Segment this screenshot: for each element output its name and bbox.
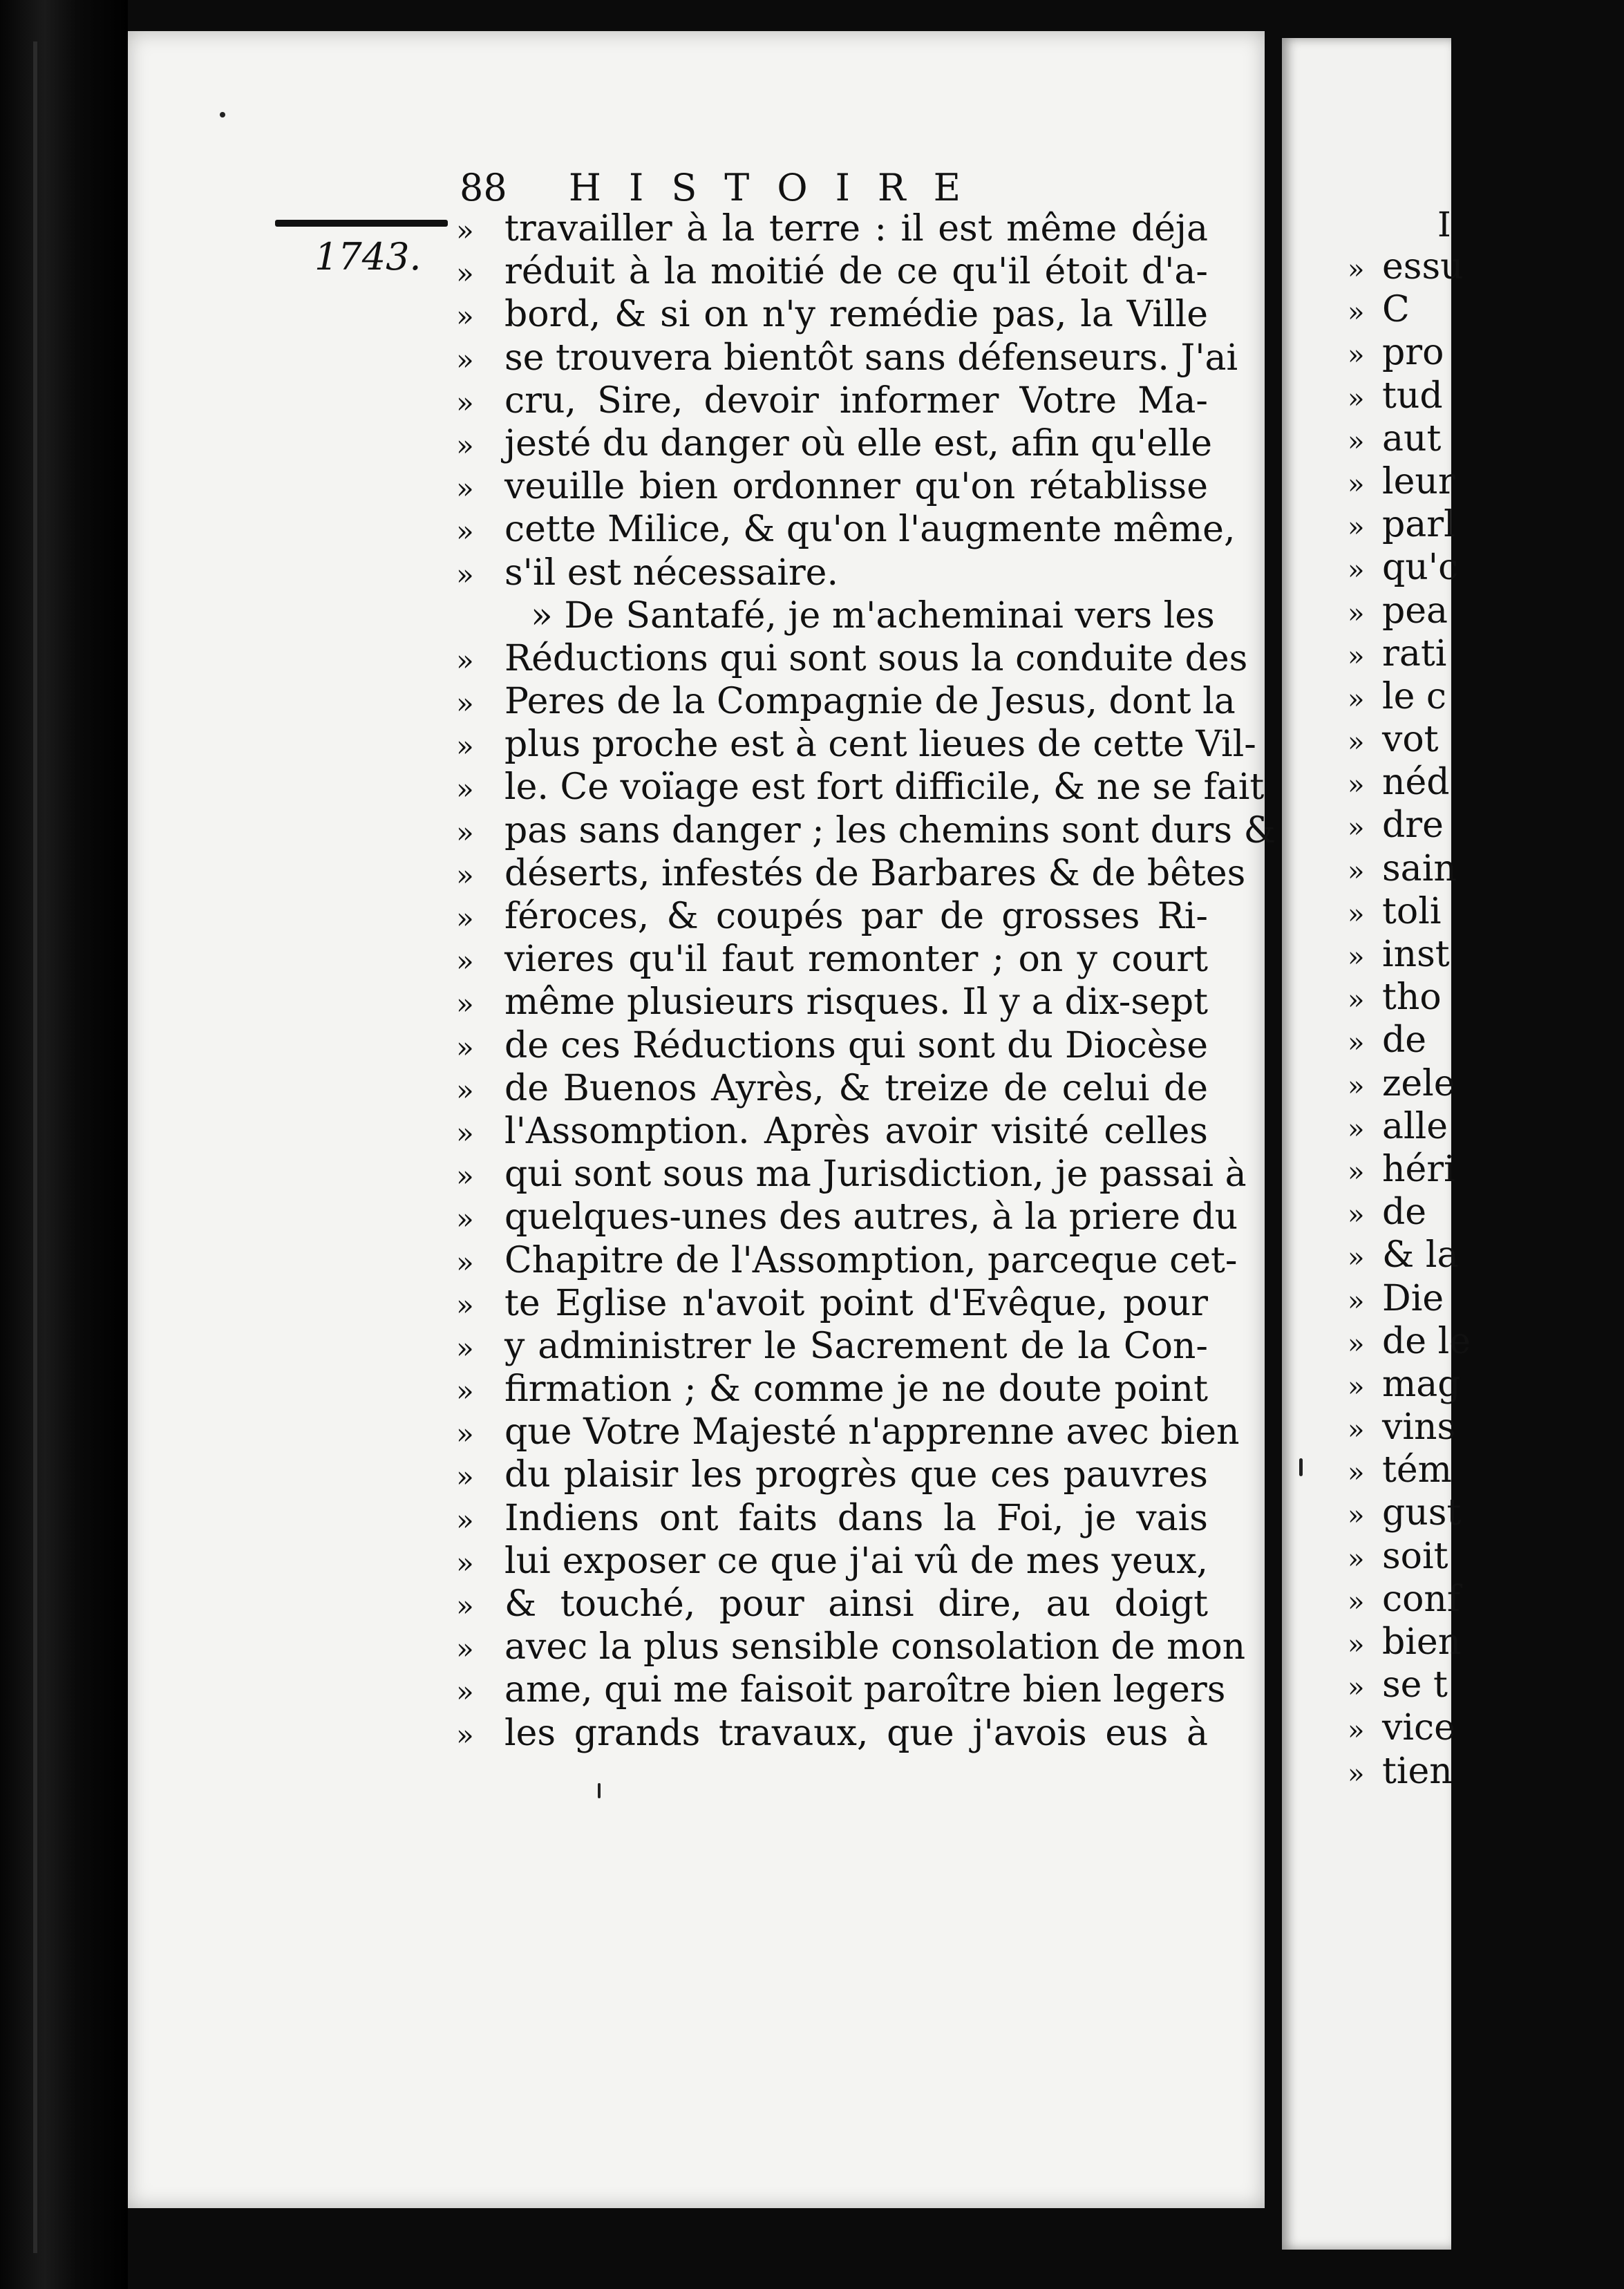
right-page [1282, 38, 1471, 2250]
quote-mark: » [1348, 1070, 1365, 1102]
quote-mark: » [456, 1589, 474, 1623]
text-line [456, 1411, 1240, 1453]
quote-mark: » [1348, 640, 1365, 672]
right-page-text [1348, 245, 1624, 1793]
line-text: firmation ; & comme je ne doute point [504, 1368, 1208, 1411]
text-line [456, 981, 1216, 1024]
right-text-line [1348, 1062, 1624, 1105]
text-line [456, 1067, 1216, 1110]
line-text: féroces, & coupés par de grosses Ri- [504, 896, 1208, 937]
text-line [456, 1583, 1216, 1626]
right-text-line [1348, 503, 1624, 546]
text-line [456, 250, 1216, 293]
text-line [456, 1282, 1216, 1325]
line-fragment: néd [1382, 762, 1450, 804]
text-line [456, 1024, 1216, 1067]
margin-rule [275, 220, 448, 227]
paper-speck [220, 112, 225, 117]
right-text-line [1348, 417, 1624, 460]
line-fragment: tho [1382, 977, 1442, 1019]
quote-mark: » [456, 385, 474, 420]
quote-mark: » [1348, 1027, 1365, 1059]
quote-mark: » [456, 1073, 474, 1107]
quote-mark: » [1348, 1156, 1365, 1188]
quote-mark: » [456, 858, 474, 892]
quote-mark: » [456, 256, 474, 291]
right-text-line [1348, 1706, 1624, 1749]
quote-mark: » [456, 214, 474, 247]
quote-mark: » [456, 1330, 474, 1365]
line-text: vieres qu'il faut remonter ; on y court [504, 939, 1208, 981]
quote-mark: » [1348, 941, 1365, 973]
quote-mark: » [1348, 1242, 1365, 1274]
quote-mark: » [456, 772, 474, 807]
quote-mark: » [1348, 1715, 1365, 1747]
line-fragment: alle [1382, 1105, 1448, 1147]
line-text: y administrer le Sacrement de la Con- [504, 1325, 1208, 1367]
text-line [456, 293, 1216, 336]
quote-mark: » [1348, 382, 1365, 415]
right-text-line [1348, 761, 1624, 804]
line-fragment: essu [1382, 246, 1464, 288]
line-text: jesté du danger où elle est, afin qu'elle [504, 422, 1212, 464]
quote-mark: » [456, 729, 474, 764]
right-text-line [1348, 331, 1624, 374]
text-line [456, 508, 1236, 551]
line-fragment: leur [1382, 460, 1455, 502]
line-text: cru, Sire, devoir informer Votre Ma- [504, 379, 1208, 422]
line-fragment: aut [1382, 417, 1442, 460]
right-text-line [1348, 1664, 1624, 1706]
line-text: même plusieurs risques. Il y a dix-sept [504, 981, 1208, 1024]
text-line [456, 207, 1216, 250]
line-fragment: gust [1382, 1492, 1462, 1534]
line-fragment: tém [1382, 1449, 1452, 1491]
right-text-line [1348, 1191, 1624, 1234]
line-text: plus proche est à cent lieues de cette Vil- [504, 724, 1256, 766]
right-text-line [1348, 1148, 1624, 1191]
text-line [456, 766, 1265, 809]
line-fragment: conf [1382, 1578, 1461, 1620]
line-fragment: bien [1382, 1621, 1462, 1663]
text-line [456, 552, 1216, 594]
text-line [456, 1153, 1247, 1196]
quote-mark: » [1348, 554, 1365, 587]
quote-mark: » [456, 1288, 474, 1322]
quote-mark: » [1348, 1285, 1365, 1317]
right-text-line [1348, 1449, 1624, 1491]
quote-mark: » [1348, 855, 1365, 887]
line-fragment: se t [1382, 1664, 1448, 1706]
line-text: lui exposer ce que j'ai vû de mes yeux, [504, 1540, 1208, 1582]
right-text-line [1348, 1578, 1624, 1621]
right-text-line [1348, 804, 1624, 847]
line-fragment: pro [1382, 332, 1444, 374]
quote-mark: » [456, 1503, 474, 1537]
text-line [456, 1626, 1246, 1668]
right-text-line [1348, 632, 1624, 675]
quote-mark: » [1348, 1672, 1365, 1704]
right-text-line [1348, 1621, 1624, 1664]
line-text: de Buenos Ayrès, & treize de celui de [504, 1067, 1208, 1109]
line-fragment: & la [1382, 1234, 1459, 1277]
line-text: le. Ce voïage est fort difficile, & ne se fait [504, 766, 1265, 809]
line-fragment: pea [1382, 590, 1448, 632]
line-fragment: de [1382, 1019, 1427, 1062]
right-text-line [1348, 1019, 1624, 1062]
right-text-line [1348, 1363, 1624, 1406]
quote-mark: » [456, 1245, 474, 1279]
quote-mark: » [456, 1159, 474, 1194]
quote-mark: » [1348, 1758, 1365, 1790]
right-text-line [1348, 976, 1624, 1019]
text-line [456, 680, 1236, 723]
right-text-line [1348, 847, 1624, 890]
line-text: ame, qui me faisoit paroître bien legers [504, 1669, 1226, 1711]
line-text: & touché, pour ainsi dire, au doigt [504, 1583, 1208, 1625]
line-fragment: tud [1382, 375, 1443, 417]
line-fragment: le c [1382, 675, 1447, 717]
quote-mark: » [1348, 597, 1365, 630]
line-text: quelques-unes des autres, à la priere du [504, 1196, 1238, 1238]
text-line [456, 1453, 1216, 1496]
quote-mark: » [456, 299, 474, 334]
quote-mark: » [456, 342, 474, 377]
line-text: que Votre Majesté n'apprenne avec bien [504, 1411, 1240, 1453]
text-line [456, 1239, 1238, 1282]
body-text [456, 207, 1276, 1755]
quote-mark: » [456, 428, 474, 462]
text-line [456, 852, 1246, 895]
quote-mark: » [456, 1374, 474, 1409]
line-fragment: héri [1382, 1148, 1455, 1190]
line-fragment: zele [1382, 1062, 1455, 1104]
line-text: se trouvera bientôt sans défenseurs. J'ai [504, 337, 1238, 379]
quote-mark: » [1348, 339, 1365, 372]
right-text-line [1348, 288, 1624, 331]
line-fragment: soit [1382, 1535, 1448, 1577]
line-fragment: sain [1382, 847, 1457, 889]
line-fragment: vice [1382, 1707, 1455, 1749]
quote-mark: » [1348, 1629, 1365, 1661]
margin-year: 1743. [314, 235, 422, 279]
quote-mark: » [456, 557, 474, 592]
quote-mark: » [1348, 984, 1365, 1017]
paper-speck [1299, 1458, 1303, 1476]
right-text-line [1348, 1750, 1624, 1793]
right-text-line [1348, 1491, 1624, 1534]
quote-mark: » [456, 686, 474, 721]
line-fragment: qu'c [1382, 547, 1459, 589]
right-text-line [1348, 1234, 1624, 1277]
line-fragment: de le [1382, 1320, 1471, 1362]
quote-mark: » [456, 815, 474, 849]
text-line [456, 1712, 1216, 1755]
line-text: Indiens ont faits dans la Foi, je vais [504, 1497, 1208, 1539]
quote-mark: » [1348, 1414, 1365, 1447]
quote-mark: » [456, 1030, 474, 1064]
binding-edge [33, 41, 37, 2253]
line-text: Réductions qui sont sous la conduite des [504, 637, 1248, 679]
line-fragment: inst [1382, 934, 1450, 975]
quote-mark: » [456, 1115, 474, 1150]
quote-mark: » [1348, 1113, 1365, 1145]
quote-mark: » [1348, 1199, 1365, 1232]
text-line [456, 1110, 1216, 1153]
line-text: s'il est nécessaire. [504, 552, 838, 594]
quote-mark: » [456, 514, 474, 549]
quote-mark: » [456, 1460, 474, 1494]
quote-mark: » [1348, 812, 1365, 845]
quote-mark: » [1348, 425, 1365, 458]
line-text: de ces Réductions qui sont du Diocèse [504, 1024, 1208, 1066]
line-text: pas sans danger ; les chemins sont durs & [504, 809, 1276, 851]
quote-mark: » [456, 643, 474, 677]
quote-mark: » [456, 471, 474, 506]
quote-mark: » [456, 1632, 474, 1666]
text-line [456, 1668, 1226, 1711]
quote-mark: » [456, 944, 474, 979]
right-text-line [1348, 590, 1624, 632]
line-fragment: vins [1382, 1406, 1456, 1449]
line-fragment: toli [1382, 890, 1442, 932]
running-title: HISTOIRE [568, 166, 989, 209]
quote-mark: » [456, 901, 474, 935]
quote-mark: » [456, 1675, 474, 1709]
quote-mark: » [1348, 1370, 1365, 1403]
quote-mark: » [456, 1545, 474, 1580]
right-text-line [1348, 1535, 1624, 1578]
quote-mark: » [1348, 1585, 1365, 1618]
right-page-header-fragment: I [1437, 205, 1451, 245]
quote-mark: » [1348, 511, 1365, 544]
quote-mark: » [1348, 254, 1365, 285]
line-fragment: parl [1382, 504, 1455, 546]
quote-mark: » [1348, 726, 1365, 759]
paper-speck [598, 1783, 601, 1798]
line-fragment: de [1382, 1191, 1427, 1234]
right-text-line [1348, 245, 1624, 288]
line-fragment: mag [1382, 1363, 1461, 1405]
quote-mark: » [1348, 1500, 1365, 1532]
quote-mark: » [1348, 1457, 1365, 1489]
book-binding [0, 0, 128, 2289]
line-text: travailler à la terre : il est même déja [504, 208, 1208, 249]
line-text: du plaisir les progrès que ces pauvres [504, 1454, 1208, 1496]
text-line [456, 1497, 1216, 1540]
right-text-line [1348, 1277, 1624, 1320]
quote-mark: » [1348, 296, 1365, 329]
text-line [456, 637, 1248, 680]
line-text: déserts, infestés de Barbares & de bêtes [504, 852, 1246, 894]
line-text: qui sont sous ma Jurisdiction, je passai à [504, 1153, 1247, 1196]
right-text-line [1348, 675, 1624, 718]
quote-mark: » [456, 1202, 474, 1236]
right-text-line [1348, 933, 1624, 976]
line-fragment: dre [1382, 804, 1444, 847]
line-text: Peres de la Compagnie de Jesus, dont la [504, 681, 1236, 723]
line-text: bord, & si on n'y remédie pas, la Ville [504, 294, 1208, 336]
page-number: 88 [460, 166, 507, 209]
right-text-line [1348, 546, 1624, 589]
line-text: veuille bien ordonner qu'on rétablisse [504, 466, 1208, 508]
line-text: réduit à la moitié de ce qu'il étoit d'a- [504, 251, 1208, 293]
right-text-line [1348, 718, 1624, 761]
text-line [456, 594, 1216, 637]
right-text-line [1348, 460, 1624, 503]
right-text-line [1348, 1406, 1624, 1449]
line-fragment: vot [1382, 719, 1439, 761]
quote-mark: » [1348, 683, 1365, 715]
text-line [456, 337, 1238, 379]
quote-mark: » [1348, 1543, 1365, 1575]
text-line [456, 1368, 1216, 1411]
quote-mark: » [1348, 1328, 1365, 1360]
quote-mark: » [456, 987, 474, 1021]
text-line [456, 1325, 1216, 1368]
text-line [456, 1196, 1238, 1238]
line-text: cette Milice, & qu'on l'augmente même, [504, 509, 1236, 551]
line-text: » De Santafé, je m'acheminai vers les [531, 594, 1215, 637]
quote-mark: » [1348, 769, 1365, 802]
text-line [456, 465, 1216, 508]
right-text-line [1348, 890, 1624, 933]
line-text: avec la plus sensible consolation de mon [504, 1626, 1246, 1668]
quote-mark: » [456, 1717, 474, 1752]
text-line [456, 379, 1216, 422]
line-text: l'Assomption. Après avoir visité celles [504, 1110, 1208, 1152]
right-text-line [1348, 1105, 1624, 1148]
text-line [456, 938, 1216, 981]
right-text-line [1348, 1320, 1624, 1363]
line-fragment: Die [1382, 1277, 1444, 1319]
quote-mark: » [456, 1417, 474, 1451]
line-text: Chapitre de l'Assomption, parceque cet- [504, 1239, 1238, 1281]
quote-mark: » [1348, 898, 1365, 930]
line-text: te Eglise n'avoit point d'Evêque, pour [504, 1282, 1208, 1324]
line-fragment: C [1382, 289, 1410, 331]
text-line [456, 895, 1216, 938]
line-fragment: rati [1382, 632, 1447, 675]
text-line [456, 809, 1276, 852]
quote-mark: » [1348, 468, 1365, 500]
text-line [456, 1540, 1216, 1583]
line-text: les grands travaux, que j'avois eus à [504, 1712, 1208, 1754]
right-text-line [1348, 375, 1624, 417]
text-line [456, 422, 1216, 465]
line-fragment: tien [1382, 1750, 1453, 1792]
text-line [456, 723, 1256, 766]
